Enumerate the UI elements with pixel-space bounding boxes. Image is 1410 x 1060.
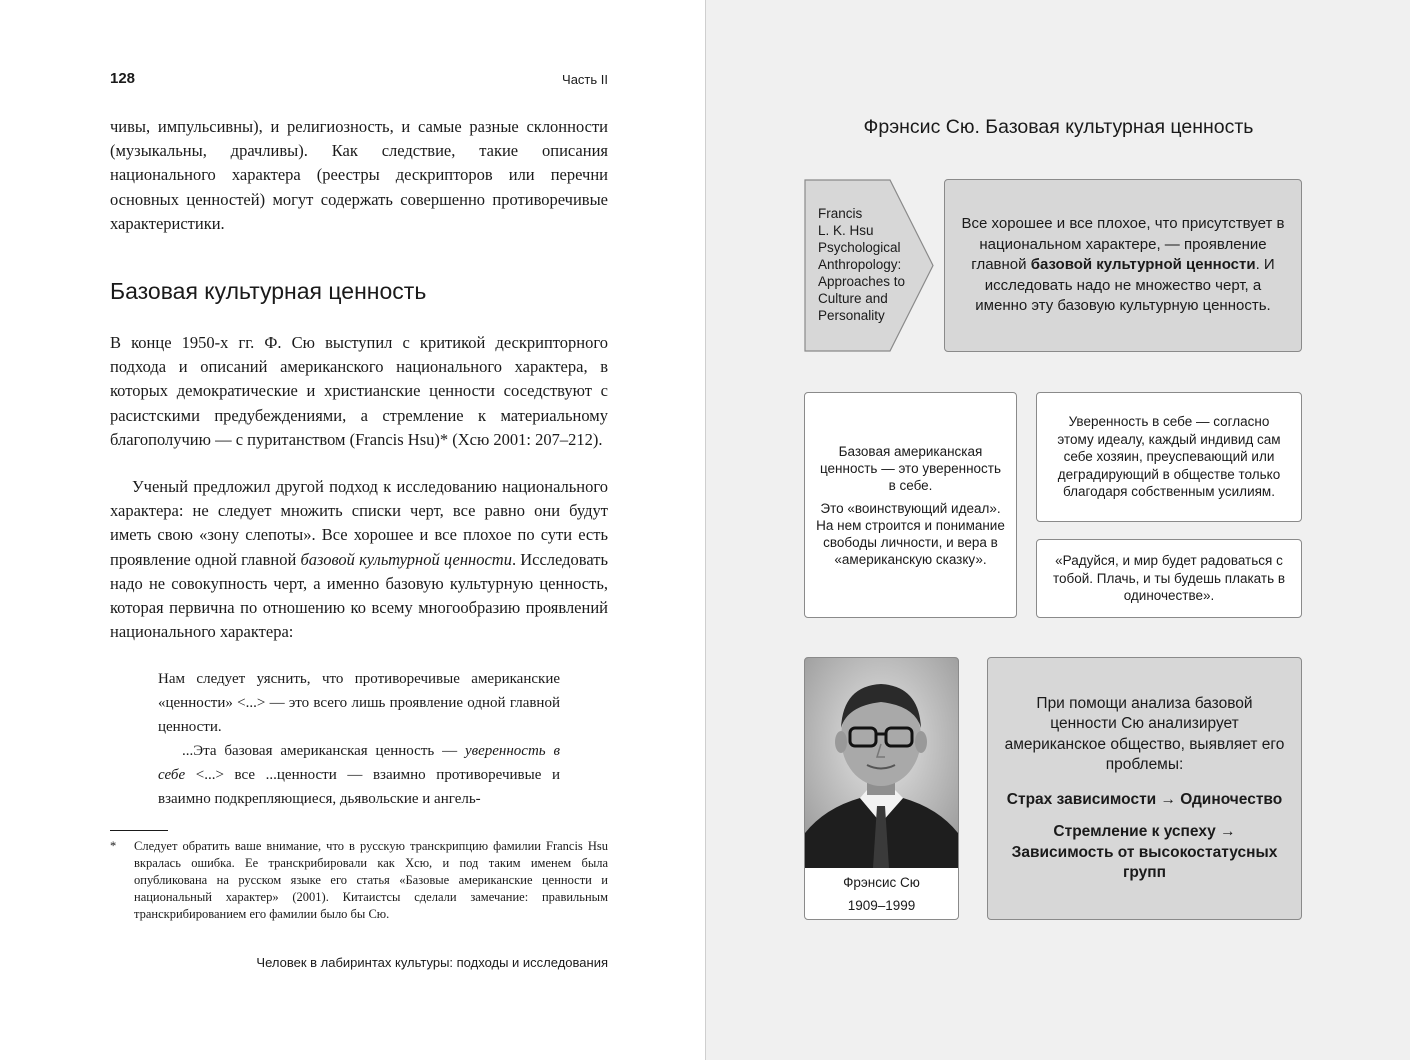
main-idea-part-1: Все хорошее и все плохое, что присутствует в национальном характере, — проявление главной — [961, 215, 1285, 274]
source-line: Psychological — [818, 240, 901, 255]
main-idea-box — [944, 179, 1302, 352]
paragraph-continued: чивы, импульсивны), и религиозность, и самые разные склонности (музыкальны, драчливы). Как следствие, такие описания национального характера (реестры дескрипторов или перечни основных ценностей) могут содержать совершенно противоречивые характеристики. — [110, 117, 608, 233]
block-quote-2-italic: уверенность в себе — [158, 743, 560, 783]
portrait-name: Фрэнсис Сю — [843, 875, 920, 890]
portrait-person-icon — [805, 658, 958, 868]
portrait-card — [804, 657, 959, 920]
confidence-explanation: Это «воинствующий идеал». На нем строится и понимание свободы личности, и вера в «американскую сказку». — [816, 500, 1005, 567]
source-line: L. K. Hsu — [818, 223, 874, 238]
footnote-text: Следует обратить ваше внимание, что в русскую транскрипцию фамилии Francis Hsu вкралась ошибка. Ее транскрибировали как Хсю, и под таким именем была опубликована на русском языке его статья «Базовые американские ценности и национальный характер» (2001). Китаистcы сделали замечание: правильным транскрибированием его фамилии было бы Сю. — [134, 839, 608, 921]
source-line: Personality — [818, 308, 885, 323]
paragraph-critique: В конце 1950-х гг. Ф. Сю выступил с критикой дескрипторного подхода и описаний американского национального характера, в которых демократические и христианские ценности соседствуют с расистскими предубеждениями, а стремление к материальному благополучию — с пуританством (Francis Hsu)* (Хсю 2001: 207–212). — [110, 333, 608, 449]
block-quote-2-part-1: ...Эта базовая американская ценность — — [182, 743, 465, 759]
source-book-title — [818, 205, 928, 324]
analysis-intro: При помощи анализа базовой ценности Сю анализирует американское общество, выявляет его проблемы: — [1004, 694, 1285, 773]
block-quote-2 — [158, 739, 560, 811]
source-line: Culture and — [818, 291, 888, 306]
source-line: Approaches to — [818, 274, 906, 289]
diagram-title: Фрэнсис Сю. Базовая культурная ценность — [863, 116, 1254, 138]
source-chevron — [804, 179, 936, 352]
confidence-box — [804, 392, 1017, 618]
right-page — [705, 0, 1410, 1060]
quote-box — [1036, 539, 1302, 618]
quote-text: «Радуйся, и мир будет радоваться с тобой. Плачь, и ты будешь плакать в одиночестве». — [1052, 553, 1286, 604]
main-idea-part-2: . И исследовать надо не множество черт, а именно эту базовую культурную ценность. — [975, 256, 1275, 315]
source-line: Anthropology: — [818, 257, 902, 272]
paragraph-approach-part-2: . Исследовать надо не совокупность черт, а именно базовую культурную ценность, которая первична по отношению ко всему многообразию проявлений национального характера: — [110, 549, 608, 642]
portrait-years: 1909–1999 — [847, 898, 916, 913]
confidence-statement: Базовая американская ценность — это уверенность в себе. — [819, 443, 1002, 493]
problem-1: Страх зависимости → Одиночество — [1006, 790, 1283, 808]
block-quote-1: Нам следует уяснить, что противоречивые американские «ценности» <...> — это всего лишь проявление одной главной ценности. — [158, 671, 560, 735]
paragraph-approach-italic: базовой культурной ценности — [300, 549, 512, 569]
block-quote-2-part-2: <...> все ...ценности — взаимно противоречивые и взаимно подкрепляющиеся, дьявольские и ангель- — [158, 767, 560, 807]
main-idea-bold: базовой культурной ценности — [1030, 256, 1256, 274]
source-line: Francis — [818, 206, 863, 221]
section-heading: Базовая культурная ценность — [110, 278, 427, 304]
running-foot: Человек в лабиринтах культуры: подходы и исследования — [256, 955, 608, 970]
self-reliance-text: Уверенность в себе — согласно этому идеалу, каждый индивид сам себе хозяин, преуспевающий или деградирующий в обществе только благодаря собственным усилиям. — [1057, 414, 1281, 500]
paragraph-approach — [110, 475, 608, 644]
main-idea-text — [959, 214, 1287, 317]
page-number: 128 — [110, 70, 136, 87]
portrait-photo — [805, 658, 958, 868]
footnote-rule — [110, 830, 168, 831]
problem-2: Стремление к успеху → Зависимость от высокостатусных групп — [1011, 823, 1278, 881]
paragraph-approach-part-1: Ученый предложил другой подход к исследованию национального характера: не следует множить списки черт, все равно они будут иметь свою «зону слепоты». Все хорошее и все плохое по сути есть проявление одной главной — [110, 477, 608, 569]
footnote-mark: * — [110, 839, 117, 853]
running-head: Часть II — [562, 72, 608, 87]
footnote — [110, 838, 608, 923]
self-reliance-box — [1036, 392, 1302, 522]
analysis-box — [987, 657, 1302, 920]
